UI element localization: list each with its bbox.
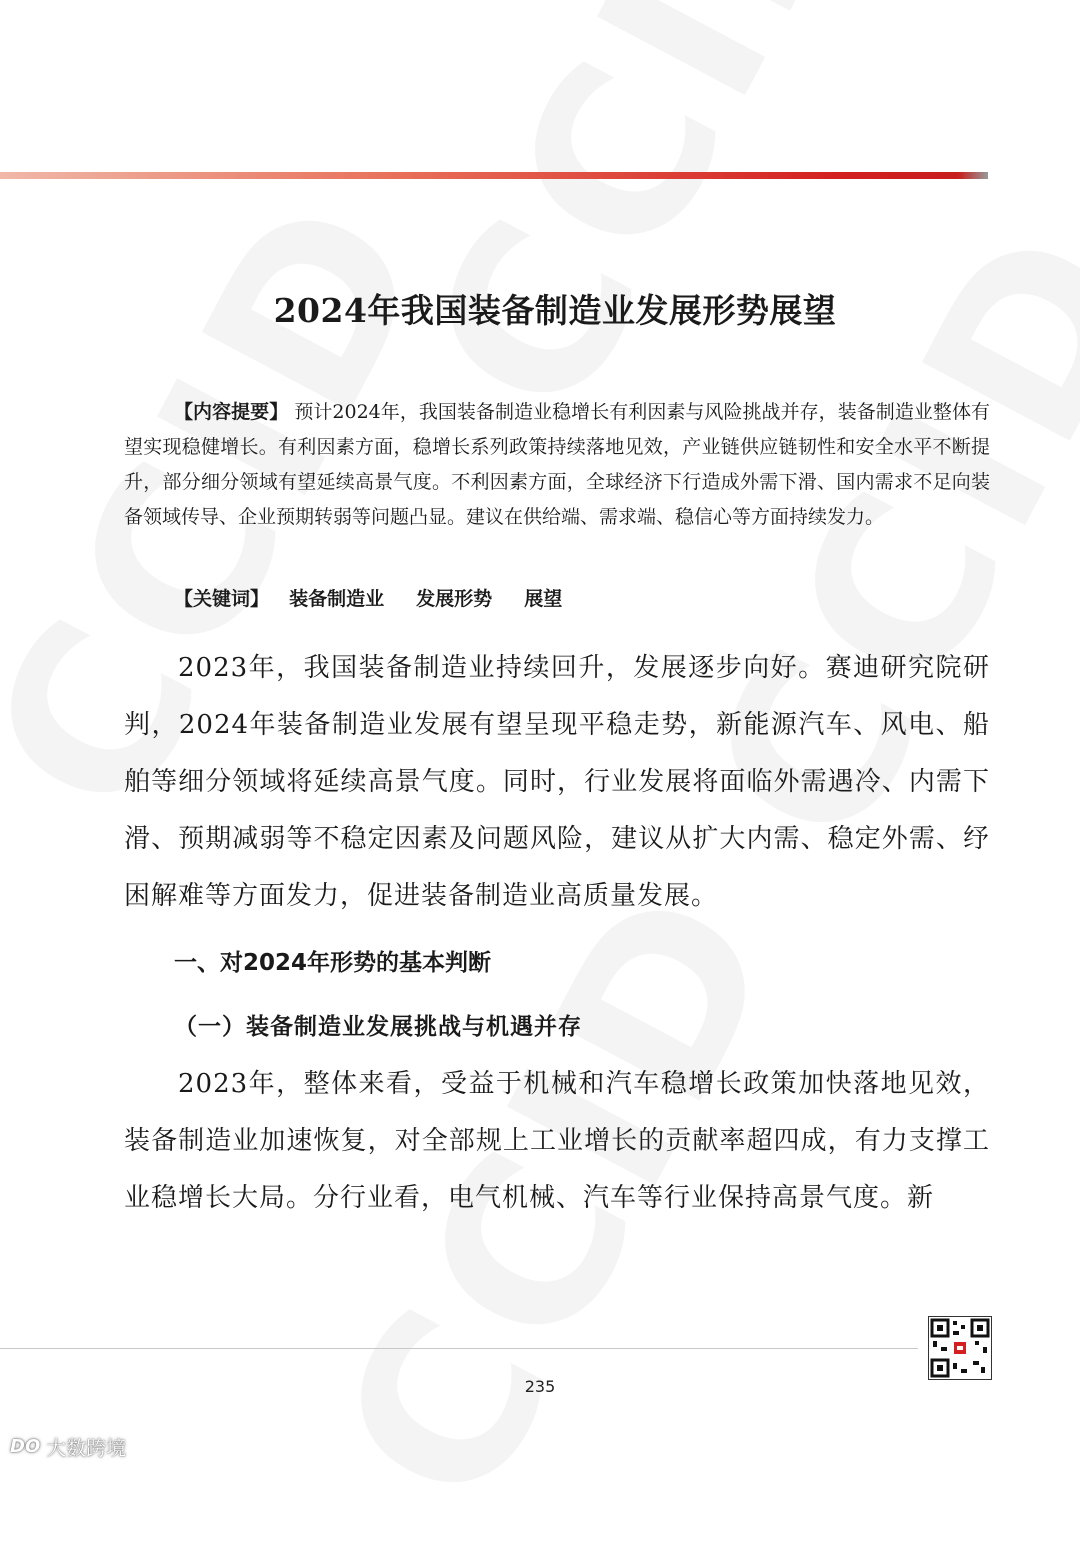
- abstract-block: [124, 395, 990, 535]
- header-accent-bar: [0, 172, 988, 179]
- page-number: 235: [524, 1377, 556, 1396]
- keywords-label: 【关键词】: [174, 588, 270, 610]
- keywords-line: [174, 584, 574, 614]
- abstract-text: 预计2024年，我国装备制造业稳增长有利因素与风险挑战并存，装备制造业整体有望实现稳健增长。有利因素方面，稳增长系列政策持续落地见效，产业链供应链韧性和安全水平不断提升，部分细分领域有望延续高景气度。不利因素方面，全球经济下行造成外需下滑、国内需求不足向装备领域传导、企业预期转弱等问题凸显。建议在供给端、需求端、稳信心等方面持续发力。: [124, 401, 990, 528]
- source-logo-text: 大数跨境: [46, 1435, 127, 1460]
- qr-code-icon: [928, 1316, 992, 1380]
- keyword-2: 发展形势: [416, 588, 493, 610]
- footer-divider: [0, 1348, 918, 1349]
- abstract-label: 【内容提要】: [174, 401, 289, 423]
- document-title: 2024年我国装备制造业发展形势展望: [273, 291, 837, 330]
- source-logo-mark: DO: [10, 1435, 41, 1457]
- keyword-3: 展望: [524, 588, 563, 610]
- keyword-1: 装备制造业: [289, 588, 385, 610]
- section-paragraph: 2023年，整体来看，受益于机械和汽车稳增长政策加快落地见效，装备制造业加速恢复，对全部规上工业增长的贡献率超四成，有力支撑工业稳增长大局。分行业看，电气机械、汽车等行业保持高景气度。新: [124, 1069, 990, 1213]
- intro-paragraph: 2023年，我国装备制造业持续回升，发展逐步向好。赛迪研究院研判，2024年装备制造业发展有望呈现平稳走势，新能源汽车、风电、船舶等细分领域将延续高景气度。同时，行业发展将面临外需遇冷、内需下滑、预期减弱等不稳定因素及问题风险，建议从扩大内需、稳定外需、纾困解难等方面发力，促进装备制造业高质量发展。: [124, 653, 990, 911]
- section-heading: 一、对2024年形势的基本判断: [174, 950, 492, 976]
- subsection-heading: （一）装备制造业发展挑战与机遇并存: [174, 1013, 582, 1040]
- watermark-1: [380, 0, 923, 455]
- source-logo: [10, 1433, 126, 1459]
